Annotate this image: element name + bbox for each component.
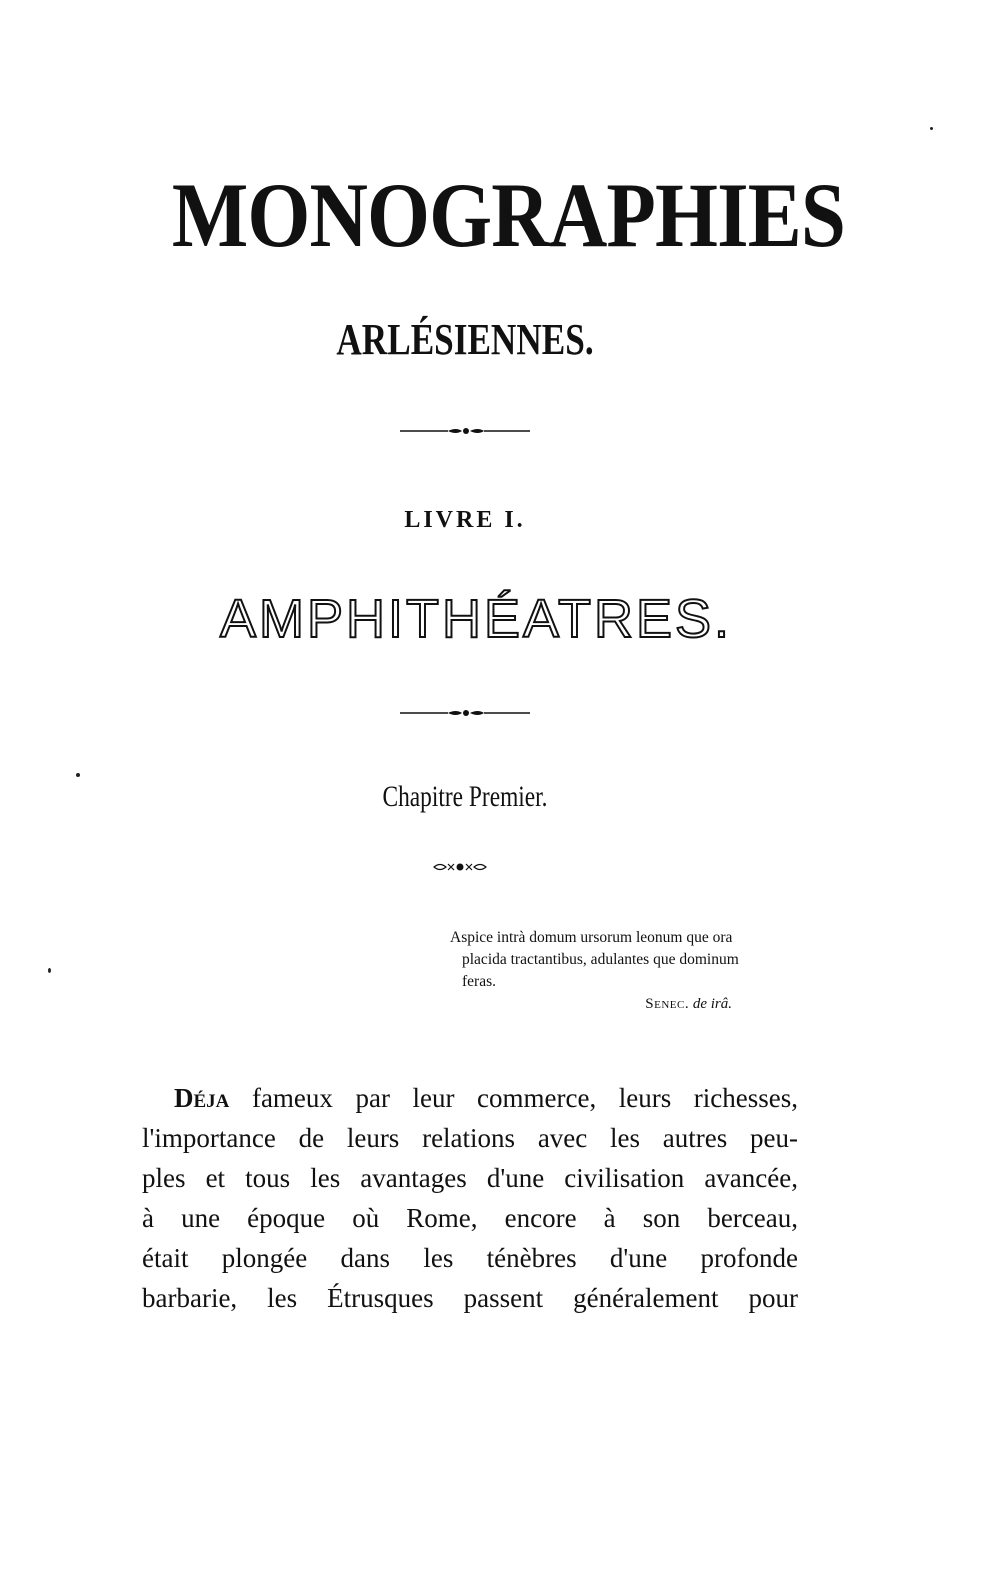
body-line: barbarie, les Étrusques passent généralement pour [142,1283,798,1313]
body-line: l'importance de leurs relations avec les autres peu- [142,1123,798,1153]
ink-speck [48,968,51,973]
ornamental-rule-icon [400,706,530,720]
ink-speck [76,773,80,777]
ornamental-rule-icon [400,424,530,438]
body-line-text: fameux par leur commerce, leurs richesses, [229,1083,798,1113]
body-line: ples et tous les avantages d'une civilisation avancée, [142,1163,798,1193]
body-line [142,1078,798,1118]
epigraph-line: placida tractantibus, adulantes que dominum [462,951,739,968]
epigraph-line: feras. [462,973,496,990]
body-line: était plongée dans les ténèbres d'une profonde [142,1243,798,1273]
ink-speck [930,127,933,130]
opening-word: Déja [174,1083,230,1113]
body-line: à une époque où Rome, encore à son berceau, [142,1203,798,1233]
epigraph-author: Senec. [645,996,690,1012]
epigraph [450,927,810,1015]
body-paragraph [142,1078,798,1318]
chapter-heading: Chapitre Premier. [382,780,548,813]
page-subtitle: ARLÉSIENNES. [336,315,594,364]
epigraph-line: Aspice intrà domum ursorum leonum que ora [450,929,733,946]
page-title: MONOGRAPHIES [171,164,845,266]
small-ornament-icon [432,860,488,874]
epigraph-source [450,993,810,1015]
section-title: AMPHITHÉATRES. [220,589,733,649]
epigraph-work: de irâ. [692,996,732,1012]
book-number: LIVRE I. [404,507,526,533]
